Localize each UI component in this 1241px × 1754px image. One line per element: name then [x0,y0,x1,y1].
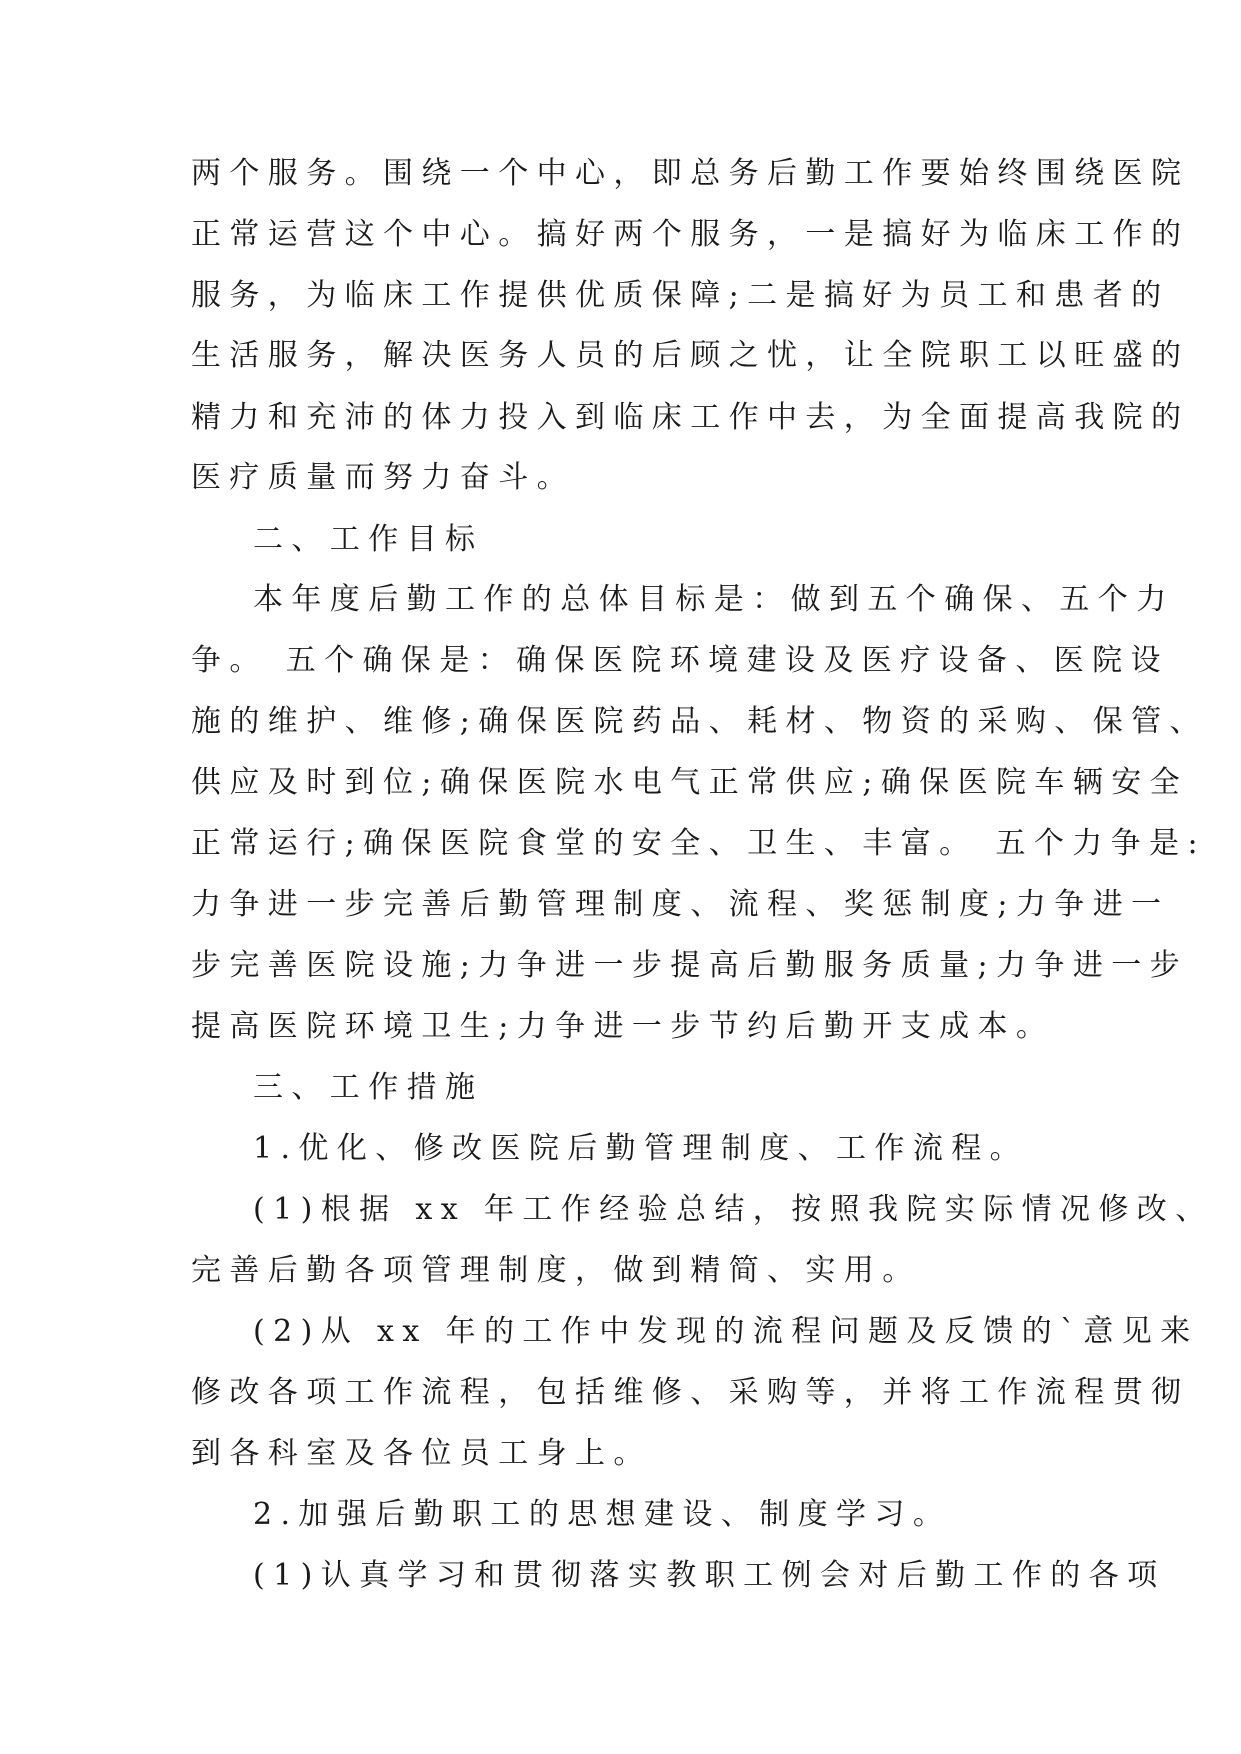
text-line: 两个服务。围绕一个中心，即总务后勤工作要始终围绕医院 [191,156,1190,191]
text-line: 精力和充沛的体力投入到临床工作中去，为全面提高我院的 [191,400,1190,435]
text-line: 施的维护、维修;确保医院药品、耗材、物资的采购、保管、 [191,704,1208,739]
text-line: 正常运营这个中心。搞好两个服务，一是搞好为临床工作的 [191,217,1190,252]
section-heading: 三、工作措施 [253,1070,484,1105]
list-item-heading: 1.优化、修改医院后勤管理制度、工作流程。 [253,1131,1029,1166]
text-line: 修改各项工作流程，包括维修、采购等，并将工作流程贯彻 [191,1375,1190,1410]
text-line: 步完善医院设施;力争进一步提高后勤服务质量;力争进一步 [191,948,1189,983]
text-line: (1)根据 xx 年工作经验总结，按照我院实际情况修改、 [253,1192,1214,1227]
text-line: 力争进一步完善后勤管理制度、流程、奖惩制度;力争进一 [191,887,1170,922]
text-line: 正常运行;确保医院食堂的安全、卫生、丰富。 五个力争是: [191,826,1206,861]
text-line: 生活服务，解决医务人员的后顾之忧，让全院职工以旺盛的 [191,338,1190,373]
text-line: 提高医院环境卫生;力争进一步节约后勤开支成本。 [191,1009,1055,1044]
text-line: 供应及时到位;确保医院水电气正常供应;确保医院车辆安全 [191,765,1189,800]
section-heading: 二、工作目标 [253,522,484,557]
text-line: 完善后勤各项管理制度，做到精简、实用。 [191,1253,921,1288]
list-item-heading: 2.加强后勤职工的思想建设、制度学习。 [253,1497,952,1532]
text-line: 争。 五个确保是：确保医院环境建设及医疗设备、医院设 [191,643,1169,678]
text-line: 到各科室及各位员工身上。 [191,1436,652,1471]
text-line: 服务，为临床工作提供优质保障;二是搞好为员工和患者的 [191,278,1170,313]
text-line: 医疗质量而努力奋斗。 [191,460,575,495]
text-line: 本年度后勤工作的总体目标是：做到五个确保、五个力 [253,582,1175,617]
text-line: (1)认真学习和贯彻落实教职工例会对后勤工作的各项 [253,1558,1166,1593]
text-line: (2)从 xx 年的工作中发现的流程问题及反馈的`意见来 [253,1314,1199,1349]
